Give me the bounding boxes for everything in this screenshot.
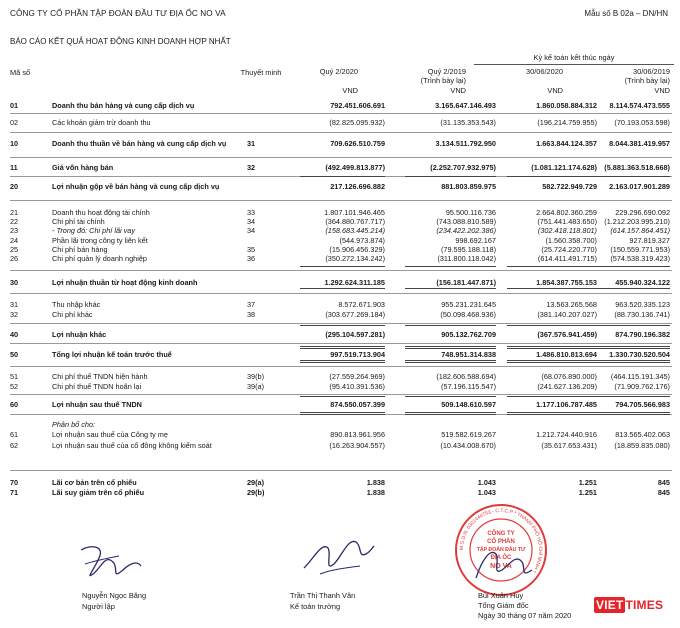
row-divider bbox=[10, 394, 672, 395]
row-value-h1-2020: (1.560.358.700) bbox=[545, 236, 597, 245]
row-value-h1-2019: 455.940.324.122 bbox=[615, 278, 670, 287]
preparer-role: Người lập bbox=[82, 602, 115, 611]
col2-subtitle: (Trình bày lại) bbox=[420, 76, 466, 85]
row-value-q2-2019: 519.582.619.267 bbox=[441, 430, 496, 439]
row-code: 62 bbox=[10, 441, 19, 450]
total-underline bbox=[405, 266, 496, 267]
row-value-h1-2020: (751.441.483.650) bbox=[537, 217, 597, 226]
statement-row bbox=[0, 139, 680, 150]
row-item-name: Lãi suy giảm trên cổ phiếu bbox=[52, 488, 145, 497]
row-value-q2-2019: 3.165.647.146.493 bbox=[435, 101, 496, 110]
row-value-h1-2020: (302.418.118.801) bbox=[537, 226, 597, 235]
row-item-name: Chi phí thuế TNDN hiện hành bbox=[52, 372, 148, 381]
total-underline bbox=[596, 396, 670, 397]
row-value-q2-2019: (2.252.707.932.975) bbox=[430, 163, 496, 172]
row-value-h1-2020: 1.177.106.787.485 bbox=[536, 400, 597, 409]
total-underline bbox=[405, 360, 496, 361]
row-value-h1-2019: (71.909.762.176) bbox=[614, 382, 670, 391]
svg-text:CÔNG TY: CÔNG TY bbox=[487, 531, 515, 537]
row-item-name: Lãi cơ bản trên cổ phiếu bbox=[52, 478, 137, 487]
row-code: 25 bbox=[10, 245, 19, 254]
row-value-q2-2019: 881.803.859.975 bbox=[441, 182, 496, 191]
row-value-h1-2020: (1.081.121.174.628) bbox=[531, 163, 597, 172]
statement-row bbox=[0, 330, 680, 341]
row-value-h1-2020: 1.860.058.884.312 bbox=[536, 101, 597, 110]
row-value-h1-2019: (464.115.191.345) bbox=[610, 372, 670, 381]
row-code: 02 bbox=[10, 118, 19, 127]
row-divider bbox=[10, 270, 672, 271]
total-underline bbox=[507, 288, 597, 289]
row-code: 10 bbox=[10, 139, 19, 148]
row-value-h1-2020: (614.411.491.715) bbox=[537, 254, 597, 263]
row-item-name: Tổng lợi nhuận kế toán trước thuế bbox=[52, 350, 172, 359]
row-item-name: Lợi nhuận sau thuế của Công ty mẹ bbox=[52, 430, 168, 439]
row-code: 60 bbox=[10, 400, 19, 409]
row-code: 40 bbox=[10, 330, 19, 339]
code-header: Mã số bbox=[10, 68, 31, 77]
row-value-q2-2019: (57.196.115.547) bbox=[440, 382, 496, 391]
total-underline bbox=[507, 266, 597, 267]
row-code: 20 bbox=[10, 182, 19, 191]
period-group-header: Kỳ kế toán kết thúc ngày bbox=[533, 53, 615, 62]
row-value-q2-2019: 3.134.511.792.950 bbox=[435, 139, 496, 148]
statement-row bbox=[0, 101, 680, 112]
preparer-signature-icon bbox=[75, 540, 145, 588]
total-underline bbox=[405, 176, 496, 177]
row-item-name: Lợi nhuận sau thuế của cổ đông không kiểm soát bbox=[52, 441, 212, 450]
form-number: Mẫu số B 02a – DN/HN bbox=[584, 9, 668, 18]
total-underline bbox=[596, 288, 670, 289]
row-value-h1-2019: 874.790.196.382 bbox=[615, 330, 670, 339]
row-value-q2-2020: (295.104.597.281) bbox=[325, 330, 385, 339]
row-value-h1-2019: (150.559.771.953) bbox=[610, 245, 670, 254]
row-value-h1-2019: (1.212.203.995.210) bbox=[604, 217, 670, 226]
svg-text:TẬP ĐOÀN ĐẦU TƯ: TẬP ĐOÀN ĐẦU TƯ bbox=[476, 547, 526, 553]
total-underline bbox=[507, 325, 597, 326]
row-value-q2-2019: 998.692.167 bbox=[455, 236, 496, 245]
total-underline bbox=[405, 412, 496, 413]
note-header: Thuyết minh bbox=[240, 68, 282, 77]
row-code: 51 bbox=[10, 372, 19, 381]
total-underline bbox=[596, 325, 670, 326]
row-note: 32 bbox=[247, 163, 256, 172]
row-item-name: Lợi nhuận khác bbox=[52, 330, 107, 339]
row-divider bbox=[10, 157, 672, 158]
period-group-rule bbox=[474, 64, 674, 65]
row-value-h1-2019: (18.859.835.080) bbox=[614, 441, 670, 450]
row-value-q2-2020: 874.550.057.399 bbox=[330, 400, 385, 409]
row-value-q2-2019: 1.043 bbox=[477, 488, 496, 497]
row-item-name: Lợi nhuận gộp về bán hàng và cung cấp dịch vụ bbox=[52, 182, 220, 191]
row-value-q2-2019: 905.132.762.709 bbox=[441, 330, 496, 339]
total-underline bbox=[507, 414, 597, 415]
row-value-q2-2019: (79.595.188.118) bbox=[440, 245, 496, 254]
row-value-q2-2020: 709.626.510.759 bbox=[330, 139, 385, 148]
statement-row bbox=[0, 382, 680, 393]
col2-title: Quý 2/2019 bbox=[427, 67, 466, 76]
row-code: 24 bbox=[10, 236, 19, 245]
signing-date: Ngày 30 tháng 07 năm 2020 bbox=[478, 611, 572, 620]
total-underline bbox=[596, 414, 670, 415]
row-code: 30 bbox=[10, 278, 19, 287]
row-value-q2-2019: (311.800.118.042) bbox=[437, 254, 496, 263]
row-value-q2-2020: (82.825.095.932) bbox=[329, 118, 385, 127]
total-underline bbox=[300, 414, 385, 415]
col2-unit: VND bbox=[450, 86, 466, 95]
col4-subtitle: (Trình bày lại) bbox=[624, 76, 670, 85]
total-underline bbox=[596, 348, 670, 349]
row-code: 61 bbox=[10, 430, 19, 439]
row-value-q2-2020: 1.292.624.311.185 bbox=[324, 278, 385, 287]
row-value-q2-2019: 95.500.116.736 bbox=[445, 208, 496, 217]
row-item-name: Phần lãi trong công ty liên kết bbox=[52, 236, 148, 245]
total-underline bbox=[300, 360, 385, 361]
total-underline bbox=[405, 346, 496, 347]
row-value-h1-2020: (196.214.759.955) bbox=[537, 118, 597, 127]
row-item-name: Phân bổ cho: bbox=[52, 420, 96, 429]
row-value-q2-2019: (182.606.588.694) bbox=[436, 372, 496, 381]
row-value-h1-2019: 794.705.566.983 bbox=[615, 400, 670, 409]
row-divider bbox=[10, 343, 672, 344]
row-value-q2-2020: (364.880.767.717) bbox=[325, 217, 385, 226]
total-underline bbox=[300, 176, 385, 177]
row-value-h1-2020: 1.663.844.124.357 bbox=[536, 139, 597, 148]
row-note: 29(a) bbox=[247, 478, 265, 487]
row-value-h1-2020: (241.627.136.209) bbox=[537, 382, 597, 391]
row-item-name: Doanh thu thuần về bán hàng và cung cấp dịch vụ bbox=[52, 139, 227, 148]
statement-row bbox=[0, 488, 680, 499]
row-item-name: Chi phí bán hàng bbox=[52, 245, 108, 254]
row-divider bbox=[10, 113, 672, 114]
row-code: 70 bbox=[10, 478, 19, 487]
svg-text:NO VA: NO VA bbox=[490, 563, 512, 570]
row-value-q2-2019: 509.148.610.597 bbox=[441, 400, 496, 409]
row-value-q2-2020: (15.906.456.329) bbox=[329, 245, 385, 254]
row-value-q2-2020: 1.838 bbox=[366, 488, 385, 497]
row-note: 39(a) bbox=[247, 382, 265, 391]
total-underline bbox=[507, 360, 597, 361]
report-title: BÁO CÁO KẾT QUẢ HOẠT ĐỘNG KINH DOANH HỢP NHẤT bbox=[10, 37, 231, 46]
row-value-h1-2020: (68.076.890.000) bbox=[541, 372, 597, 381]
total-underline bbox=[300, 266, 385, 267]
row-code: 23 bbox=[10, 226, 19, 235]
row-note: 35 bbox=[247, 245, 256, 254]
total-underline bbox=[596, 362, 670, 363]
row-code: 01 bbox=[10, 101, 19, 110]
row-item-name: Giá vốn hàng bán bbox=[52, 163, 114, 172]
statement-row bbox=[0, 430, 680, 441]
col1-unit: VND bbox=[342, 86, 358, 95]
row-note: 39(b) bbox=[247, 372, 265, 381]
col1-title: Quý 2/2020 bbox=[319, 67, 358, 76]
total-underline bbox=[507, 348, 597, 349]
row-value-h1-2019: 1.330.730.520.504 bbox=[609, 350, 670, 359]
row-value-h1-2019: (574.538.319.423) bbox=[610, 254, 670, 263]
total-underline bbox=[596, 266, 670, 267]
total-underline bbox=[405, 362, 496, 363]
row-item-name: Chi phí quản lý doanh nghiệp bbox=[52, 254, 147, 263]
row-code: 11 bbox=[10, 163, 18, 172]
ceo-name: Bùi Xuân Huy bbox=[478, 591, 524, 600]
row-value-h1-2019: (70.193.053.598) bbox=[614, 118, 670, 127]
statement-row bbox=[0, 310, 680, 321]
row-note: 29(b) bbox=[247, 488, 265, 497]
total-underline bbox=[300, 396, 385, 397]
total-underline bbox=[405, 414, 496, 415]
row-value-h1-2019: 8.114.574.473.555 bbox=[609, 101, 670, 110]
row-item-name: Các khoản giảm trừ doanh thu bbox=[52, 118, 151, 127]
row-code: 21 bbox=[10, 208, 19, 217]
row-value-h1-2020: 1.251 bbox=[578, 488, 597, 497]
statement-row bbox=[0, 441, 680, 452]
row-value-h1-2020: (367.576.941.459) bbox=[537, 330, 597, 339]
total-underline bbox=[300, 412, 385, 413]
row-value-h1-2020: (25.724.220.770) bbox=[541, 245, 597, 254]
col4-unit: VND bbox=[654, 86, 670, 95]
row-divider bbox=[10, 293, 672, 294]
ceo-role: Tổng Giám đốc bbox=[478, 601, 529, 610]
row-value-h1-2019: 8.044.381.419.957 bbox=[609, 139, 670, 148]
row-code: 32 bbox=[10, 310, 19, 319]
statement-row bbox=[0, 254, 680, 265]
row-note: 37 bbox=[247, 300, 256, 309]
row-code: 31 bbox=[10, 300, 19, 309]
row-value-h1-2019: 963.520.335.123 bbox=[615, 300, 670, 309]
row-value-q2-2020: 890.813.961.956 bbox=[330, 430, 385, 439]
row-item-name: Chi phí khác bbox=[52, 310, 93, 319]
accountant-role: Kế toán trưởng bbox=[290, 602, 341, 611]
row-value-h1-2019: (5.881.363.518.668) bbox=[604, 163, 670, 172]
row-value-q2-2020: (95.410.391.536) bbox=[329, 382, 385, 391]
row-item-name: Lợi nhuận sau thuế TNDN bbox=[52, 400, 142, 409]
total-underline bbox=[507, 346, 597, 347]
row-divider bbox=[10, 323, 672, 324]
row-divider bbox=[10, 200, 672, 201]
row-note: 38 bbox=[247, 310, 256, 319]
row-note: 34 bbox=[247, 217, 256, 226]
row-value-q2-2020: 1.807.101.946.465 bbox=[324, 208, 385, 217]
row-value-q2-2019: (10.434.008.670) bbox=[440, 441, 496, 450]
row-value-h1-2020: 1.486.810.813.694 bbox=[536, 350, 597, 359]
row-value-h1-2020: 13.563.265.568 bbox=[546, 300, 597, 309]
total-underline bbox=[300, 325, 385, 326]
row-value-h1-2020: 2.664.802.360.259 bbox=[536, 208, 597, 217]
col3-unit: VND bbox=[547, 86, 563, 95]
row-value-q2-2020: (27.559.264.969) bbox=[329, 372, 385, 381]
row-value-q2-2020: (158.683.445.214) bbox=[325, 226, 385, 235]
row-value-q2-2019: 955.231.231.645 bbox=[441, 300, 496, 309]
row-code: 71 bbox=[10, 488, 19, 497]
row-value-q2-2019: 1.043 bbox=[477, 478, 496, 487]
row-code: 52 bbox=[10, 382, 19, 391]
row-note: 36 bbox=[247, 254, 256, 263]
row-value-h1-2019: 845 bbox=[657, 478, 670, 487]
row-value-q2-2019: 748.951.314.838 bbox=[441, 350, 496, 359]
row-value-h1-2019: 229.296.690.092 bbox=[615, 208, 670, 217]
total-underline bbox=[300, 288, 385, 289]
col3-title: 30/06/2020 bbox=[526, 67, 563, 76]
total-underline bbox=[507, 396, 597, 397]
statement-row bbox=[0, 400, 680, 411]
row-item-name: Doanh thu hoạt động tài chính bbox=[52, 208, 150, 217]
total-underline bbox=[300, 346, 385, 347]
row-item-name: Doanh thu bán hàng và cung cấp dịch vụ bbox=[52, 101, 195, 110]
total-underline bbox=[405, 348, 496, 349]
row-value-h1-2019: 2.163.017.901.289 bbox=[609, 182, 670, 191]
company-name: CÔNG TY CỔ PHẦN TẬP ĐOÀN ĐẦU TƯ ĐỊA ỐC NO VA bbox=[10, 9, 226, 18]
total-underline bbox=[405, 325, 496, 326]
row-code: 26 bbox=[10, 254, 19, 263]
row-value-h1-2020: 1.854.387.755.153 bbox=[536, 278, 597, 287]
row-divider bbox=[10, 132, 672, 133]
row-note: 34 bbox=[247, 226, 256, 235]
row-value-q2-2020: 1.838 bbox=[366, 478, 385, 487]
row-value-q2-2020: 997.519.713.904 bbox=[330, 350, 385, 359]
row-item-name: Chi phí tài chính bbox=[52, 217, 105, 226]
row-item-name: Thu nhập khác bbox=[52, 300, 101, 309]
row-value-q2-2019: (234.422.202.386) bbox=[436, 226, 496, 235]
total-underline bbox=[300, 348, 385, 349]
statement-row bbox=[0, 118, 680, 129]
row-value-q2-2019: (743.088.810.589) bbox=[436, 217, 496, 226]
row-value-q2-2019: (31.135.353.543) bbox=[440, 118, 496, 127]
col4-title: 30/06/2019 bbox=[633, 67, 670, 76]
total-underline bbox=[507, 412, 597, 413]
total-underline bbox=[507, 362, 597, 363]
row-value-h1-2020: 1.251 bbox=[578, 478, 597, 487]
row-value-q2-2020: (16.263.904.557) bbox=[329, 441, 385, 450]
row-value-h1-2020: 1.212.724.440.916 bbox=[536, 430, 597, 439]
statement-row bbox=[0, 182, 680, 193]
total-underline bbox=[405, 396, 496, 397]
row-value-q2-2020: (492.499.813.877) bbox=[325, 163, 385, 172]
row-item-name: Lợi nhuận thuần từ hoạt động kinh doanh bbox=[52, 278, 198, 287]
svg-text:ĐỊA ỐC: ĐỊA ỐC bbox=[490, 555, 512, 561]
total-underline bbox=[507, 176, 597, 177]
total-underline bbox=[300, 362, 385, 363]
row-value-h1-2019: (88.730.136.741) bbox=[614, 310, 670, 319]
row-value-h1-2019: (614.157.864.451) bbox=[610, 226, 670, 235]
row-value-q2-2019: (50.098.468.936) bbox=[440, 310, 496, 319]
row-value-h1-2019: 927.819.327 bbox=[629, 236, 670, 245]
accountant-signature-icon bbox=[300, 528, 376, 584]
total-underline bbox=[405, 288, 496, 289]
row-note: 33 bbox=[247, 208, 256, 217]
svg-text:M.S.D.N: 0301444753 - C.T.C.P: M.S.D.N: 0301444753 - C.T.C.P * THÀNH PHỐ HỒ CHÍ MINH * bbox=[458, 507, 544, 574]
row-code: 22 bbox=[10, 217, 19, 226]
row-note: 31 bbox=[247, 139, 256, 148]
row-value-q2-2020: 8.572.671.903 bbox=[338, 300, 385, 309]
row-value-h1-2020: (35.617.653.431) bbox=[541, 441, 597, 450]
total-underline bbox=[596, 176, 670, 177]
row-value-q2-2020: (303.677.269.184) bbox=[325, 310, 385, 319]
row-value-q2-2019: (156.181.447.871) bbox=[436, 278, 496, 287]
row-item-name: - Trong đó: Chi phí lãi vay bbox=[52, 226, 136, 235]
row-divider bbox=[10, 470, 672, 471]
total-underline bbox=[596, 346, 670, 347]
row-value-q2-2020: 792.451.606.691 bbox=[330, 101, 385, 110]
row-value-h1-2020: 582.722.949.729 bbox=[542, 182, 597, 191]
statement-row bbox=[0, 163, 680, 174]
row-value-q2-2020: (350.272.134.242) bbox=[325, 254, 385, 263]
row-code: 50 bbox=[10, 350, 19, 359]
row-item-name: Chi phí thuế TNDN hoãn lại bbox=[52, 382, 142, 391]
row-value-h1-2019: 845 bbox=[657, 488, 670, 497]
accountant-name: Trần Thị Thanh Vân bbox=[290, 591, 356, 600]
row-value-q2-2020: (544.973.874) bbox=[339, 236, 385, 245]
row-value-h1-2020: (381.140.207.027) bbox=[537, 310, 597, 319]
total-underline bbox=[596, 360, 670, 361]
viettimes-watermark: VIET TIMES bbox=[596, 598, 664, 612]
total-underline bbox=[596, 412, 670, 413]
preparer-name: Nguyễn Ngọc Băng bbox=[82, 591, 147, 600]
svg-text:CỔ PHẦN: CỔ PHẦN bbox=[487, 539, 515, 545]
row-divider bbox=[10, 366, 672, 367]
row-value-h1-2019: 813.565.402.063 bbox=[615, 430, 670, 439]
ceo-signature-icon bbox=[470, 540, 540, 590]
row-value-q2-2020: 217.126.696.882 bbox=[330, 182, 385, 191]
